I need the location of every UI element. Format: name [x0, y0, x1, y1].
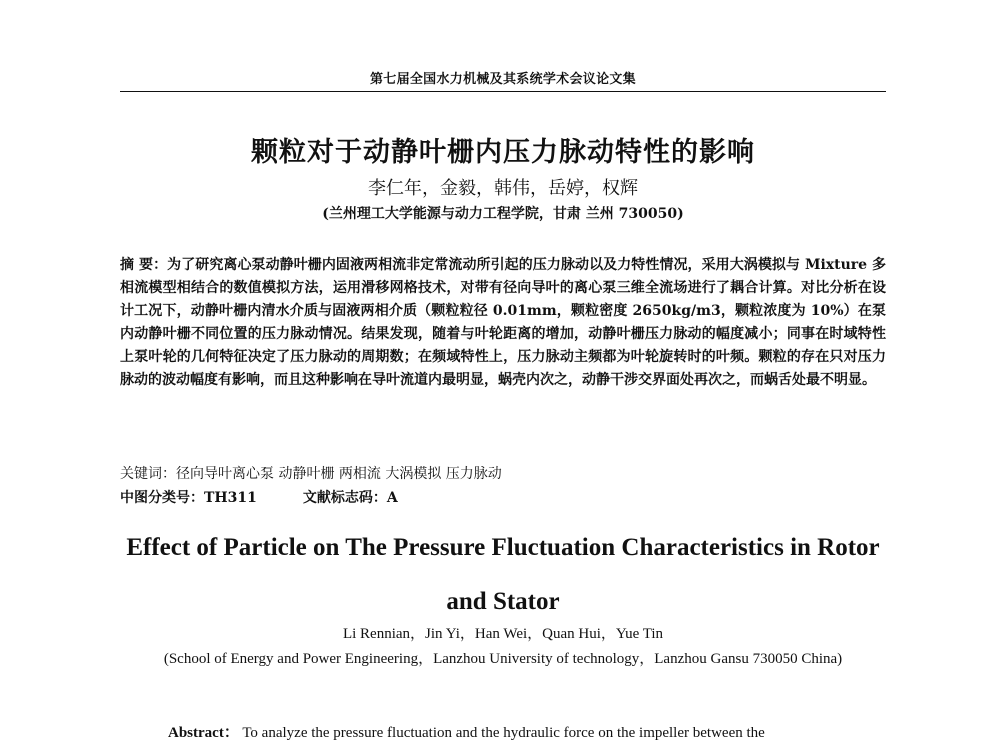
english-authors: Li Rennian，Jin Yi，Han Wei，Quan Hui，Yue Tin: [342, 626, 664, 642]
document-code-value: A: [386, 490, 398, 506]
chinese-title: 颗粒对于动静叶栅内压力脉动特性的影响: [251, 137, 755, 168]
classification-line: [120, 487, 886, 510]
english-title: Effect of Particle on The Pressure Fluctuation Characteristics in Rotor and Stator: [126, 534, 880, 615]
running-header: 第七届全国水力机械及其系统学术会议论文集: [369, 72, 636, 87]
chinese-abstract: [120, 254, 886, 392]
english-abstract-label: Abstract：: [168, 725, 239, 741]
classification-value: TH311: [204, 490, 257, 506]
english-abstract-text: To analyze the pressure fluctuation and the hydraulic force on the impeller between the: [242, 725, 765, 741]
keywords-label: 关键词：: [120, 466, 176, 482]
chinese-abstract-label: 摘 要：: [120, 257, 168, 273]
chinese-authors: 李仁年，金毅，韩伟，岳婷，权辉: [368, 178, 638, 199]
chinese-abstract-text: 为了研究离心泵动静叶栅内固液两相流非定常流动所引起的压力脉动以及力特性情况，采用大涡模拟与 Mixture 多相流模型相结合的数值模拟方法，运用滑移网格技术，对带有径向导叶的离心泵三维全流场进行了耦合计算。对比分析在设计工况下，动静叶栅内清水介质与固液两相介质（颗粒粒径 0.01mm，颗粒密度 2650kg/m3，颗粒浓度为 10%）在泵内动静叶栅不同位置的压力脉动情况。结果发现，随着与叶轮距离的增加，动静叶栅压力脉动的幅度减小；同事在时域特性上泵叶轮的几何特征决定了压力脉动的周期数；在频域特性上，压力脉动主频都为叶轮旋转时的叶频。颗粒的存在只对压力脉动的波动幅度有影响，而且这种影响在导叶流道内最明显，蜗壳内次之，动静干涉交界面处再次之，而蜗舌处最不明显。: [120, 257, 887, 388]
english-affiliation: (School of Energy and Power Engineering，Lanzhou University of technology，Lanzhou Gansu 730050 China): [163, 651, 843, 667]
classification-label: 中图分类号：: [120, 490, 204, 506]
document-code-label: 文献标志码：: [302, 490, 387, 506]
header-rule: [120, 91, 886, 92]
chinese-affiliation: (兰州理工大学能源与动力工程学院，甘肃 兰州 730050): [322, 206, 684, 222]
keywords-text: 径向导叶离心泵 动静叶栅 两相流 大涡模拟 压力脉动: [176, 466, 502, 482]
english-abstract: [120, 722, 886, 742]
chinese-keywords: [120, 463, 886, 486]
